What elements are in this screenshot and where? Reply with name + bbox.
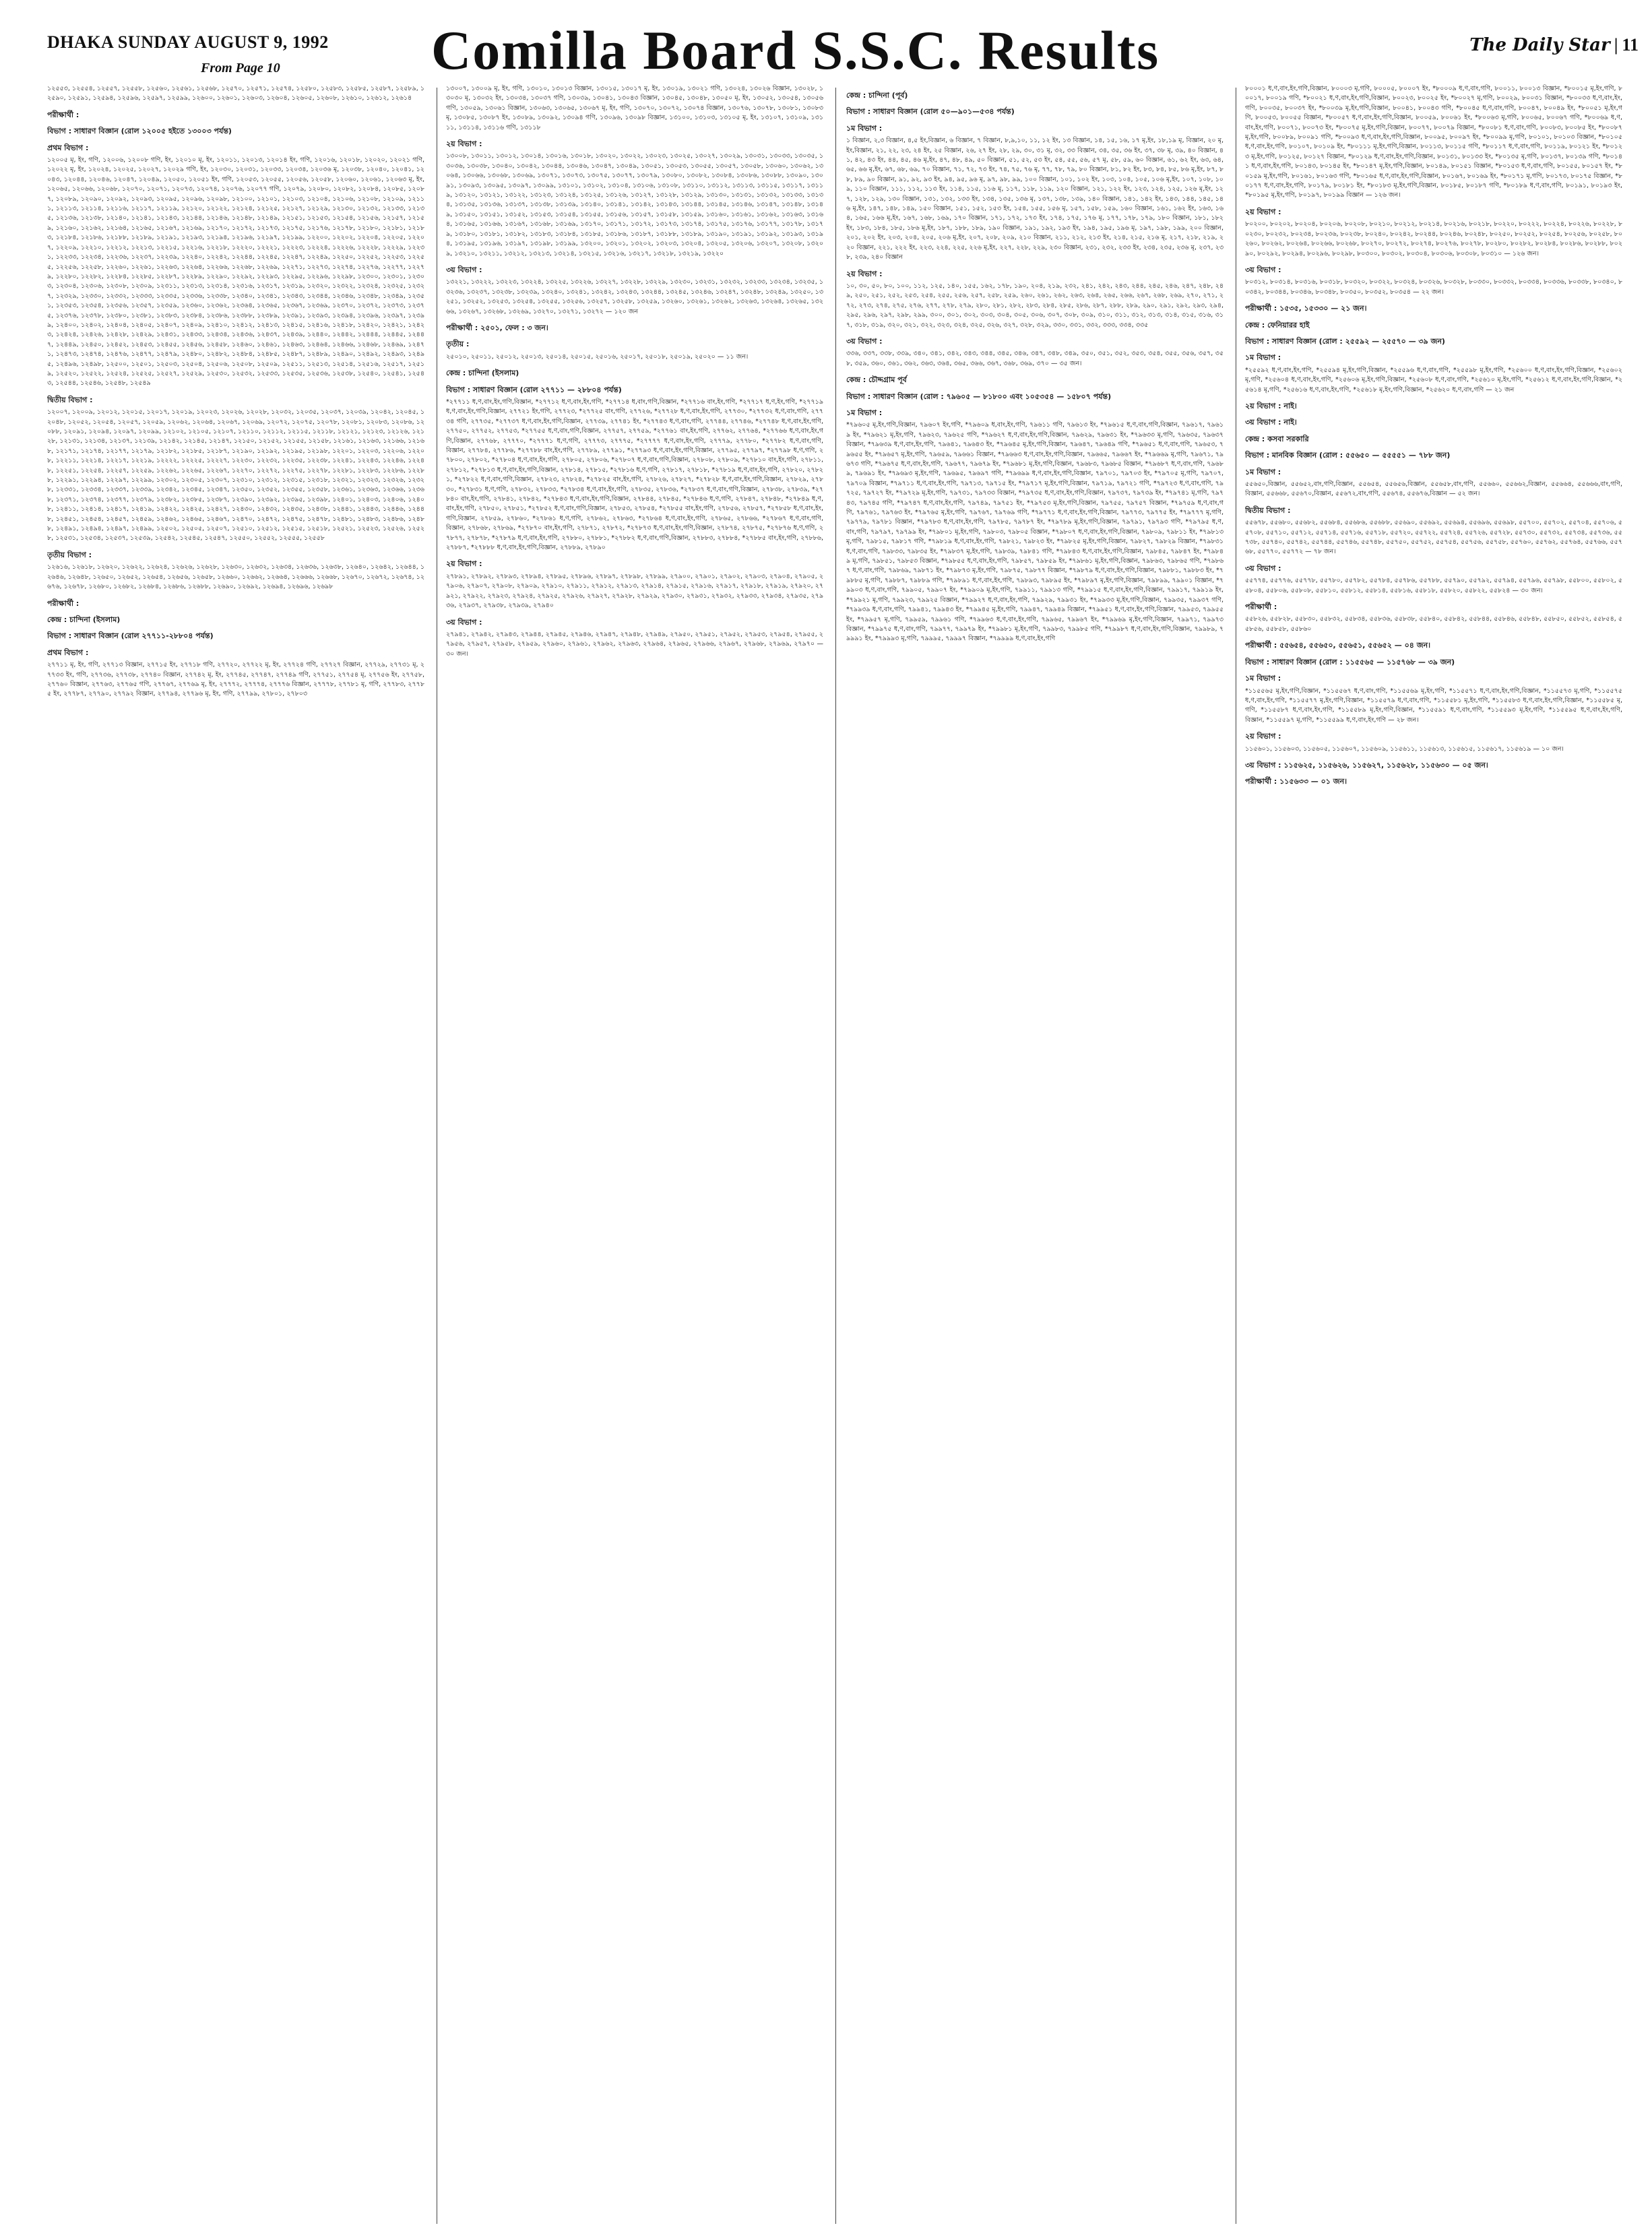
section-heading: বিভাগ : সাধারণ বিজ্ঞান (রোল : ২৫৫৯২ — ২৫৫৭০ — ৩৯ জন) — [1245, 336, 1445, 346]
roll-number-list: ১ বিজ্ঞান, ২,৩ বিজ্ঞান, ৪,৫ ইং,বিজ্ঞান, ৬ বিজ্ঞান, ৭ বিজ্ঞান, ৮,৯,১০, ১১, ১২ ইং, ১৩ বিজ্ঞান, ১৪, ১৫, ১৬, ১৭ মৃ,ইং, ১৮,১৯ মৃ, বিজ্ঞান, ২০ মৃ,ইং,বিজ্ঞান, ২১, ২২, ২৩, ২৪ ইং, ২৫ বিজ্ঞান, ২৬, ২৭ ইং, ২৮, ২৯, ৩০, ৩১ মৃ, ৩২, ৩৩ বিজ্ঞান, ৩৪, ৩৫, ৩৬ ইং, ৩৭, ৩৮ মৃ, ৩৯, ৪০ বিজ্ঞান, ৪১, ৪২, ৪৩ ইং, ৪৪, ৪৫, ৪৬ মৃ,ইং, ৪৭, ৪৮, ৪৯, ৫০ বিজ্ঞান, ৫১, ৫২, ৫৩ ইং, ৫৪, ৫৫, ৫৬, ৫৭ মৃ, ৫৮, ৫৯, ৬০ বিজ্ঞান, ৬১, ৬২ ইং, ৬৩, ৬৪, ৬৫, ৬৬ মৃ,ইং, ৬৭, ৬৮, ৬৯, ৭০ বিজ্ঞান, ৭১, ৭২, ৭৩ ইং, ৭৪, ৭৫, ৭৬ মৃ, ৭৭, ৭৮, ৭৯, ৮০ বিজ্ঞান, ৮১, ৮২ ইং, ৮৩, ৮৪, ৮৫, ৮৬ মৃ,ইং, ৮৭, ৮৮, ৮৯, ৯০ বিজ্ঞান, ৯১, ৯২, ৯৩ ইং, ৯৪, ৯৫, ৯৬ মৃ, ৯৭, ৯৮, ৯৯, ১০০ বিজ্ঞান, ১০১, ১০২ ইং, ১০৩, ১০৪, ১০৫, ১০৬ মৃ,ইং, ১০৭, ১০৮, ১০৯, ১১০ বিজ্ঞান, ১১১, ১১২, ১১৩ ইং, ১১৪, ১১৫, ১১৬ মৃ, ১১৭, ১১৮, ১১৯, ১২০ বিজ্ঞান, ১২১, ১২২ ইং, ১২৩, ১২৪, ১২৫, ১২৬ মৃ,ইং, ১২৭, ১২৮, ১২৯, ১৩০ বিজ্ঞান, ১৩১, ১৩২, ১৩৩ ইং, ১৩৪, ১৩৫, ১৩৬ মৃ, ১৩৭, ১৩৮, ১৩৯, ১৪০ বিজ্ঞান, ১৪১, ১৪২ ইং, ১৪৩, ১৪৪, ১৪৫, ১৪৬ মৃ,ইং, ১৪৭, ১৪৮, ১৪৯, ১৫০ বিজ্ঞান, ১৫১, ১৫২, ১৫৩ ইং, ১৫৪, ১৫৫, ১৫৬ মৃ, ১৫৭, ১৫৮, ১৫৯, ১৬০ বিজ্ঞান, ১৬১, ১৬২ ইং, ১৬৩, ১৬৪, ১৬৫, ১৬৬ মৃ,ইং, ১৬৭, ১৬৮, ১৬৯, ১৭০ বিজ্ঞান, ১৭১, ১৭২, ১৭৩ ইং, ১৭৪, ১৭৫, ১৭৬ মৃ, ১৭৭, ১৭৮, ১৭৯, ১৮০ বিজ্ঞান, ১৮১, ১৮২ ইং, ১৮৩, ১৮৪, ১৮৫, ১৮৬ মৃ,ইং, ১৮৭, ১৮৮, ১৮৯, ১৯০ বিজ্ঞান, ১৯১, ১৯২, ১৯৩ ইং, ১৯৪, ১৯৫, ১৯৬ মৃ, ১৯৭, ১৯৮, ১৯৯, ২০০ বিজ্ঞান, ২০১, ২০২ ইং, ২০৩, ২০৪, ২০৫, ২০৬ মৃ,ইং, ২০৭, ২০৮, ২০৯, ২১০ বিজ্ঞান, ২১১, ২১২, ২১৩ ইং, ২১৪, ২১৫, ২১৬ মৃ, ২১৭, ২১৮, ২১৯, ২২০ বিজ্ঞান, ২২১, ২২২ ইং, ২২৩, ২২৪, ২২৫, ২২৬ মৃ,ইং, ২২৭, ২২৮, ২২৯, ২৩০ বিজ্ঞান, ২৩১, ২৩২, ২৩৩ ইং, ২৩৪, ২৩৫, ২৩৬ মৃ, ২৩৭, ২৩৮, ২৩৯, ২৪০ বিজ্ঞান — [846, 137, 1224, 261]
pipe-divider: | — [1614, 35, 1618, 55]
section-heading: ২য় বিভাগ : — [446, 559, 482, 569]
results-column-1 — [47, 84, 424, 2224]
section-heading: ২য় বিভাগ : — [1245, 732, 1281, 741]
roll-number-list: ৮০০০১ ধ,ণ,বাং,ইং,গণি,বিজ্ঞান, ৮০০০৩ মৃ,গণি, ৮০০০৫, ৮০০০৭ ইং, *৮০০০৯ ধ,ণ,বাং,গণি, ৮০০১১, ৮০০১৩ বিজ্ঞান, *৮০০১৫ মৃ,ইং,গণি, ৮০০১৭, ৮০০১৯ গণি, *৮০০২১ ধ,ণ,বাং,ইং,গণি,বিজ্ঞান, ৮০০২৩, ৮০০২৫ ইং, *৮০০২৭ মৃ,গণি, ৮০০২৯, ৮০০৩১ বিজ্ঞান, *৮০০৩৩ ধ,ণ,বাং,ইং,গণি, ৮০০৩৫, ৮০০৩৭ ইং, *৮০০৩৯ মৃ,ইং,গণি,বিজ্ঞান, ৮০০৪১, ৮০০৪৩ গণি, *৮০০৪৫ ধ,ণ,বাং,গণি, ৮০০৪৭, ৮০০৪৯ ইং, *৮০০৫১ মৃ,ইং,গণি, ৮০০৫৩, ৮০০৫৫ বিজ্ঞান, *৮০০৫৭ ধ,ণ,বাং,ইং,গণি,বিজ্ঞান, ৮০০৫৯, ৮০০৬১ ইং, *৮০০৬৩ মৃ,গণি, ৮০০৬৫, ৮০০৬৭ গণি, *৮০০৬৯ ধ,ণ,বাং,ইং,গণি, ৮০০৭১, ৮০০৭৩ ইং, *৮০০৭৫ মৃ,ইং,গণি,বিজ্ঞান, ৮০০৭৭, ৮০০৭৯ বিজ্ঞান, *৮০০৮১ ধ,ণ,বাং,গণি, ৮০০৮৩, ৮০০৮৫ ইং, *৮০০৮৭ মৃ,ইং,গণি, ৮০০৮৯, ৮০০৯১ গণি, *৮০০৯৩ ধ,ণ,বাং,ইং,গণি,বিজ্ঞান, ৮০০৯৫, ৮০০৯৭ ইং, *৮০০৯৯ মৃ,গণি, ৮০১০১, ৮০১০৩ বিজ্ঞান, *৮০১০৫ ধ,ণ,বাং,ইং,গণি, ৮০১০৭, ৮০১০৯ ইং, *৮০১১১ মৃ,ইং,গণি,বিজ্ঞান, ৮০১১৩, ৮০১১৫ গণি, *৮০১১৭ ধ,ণ,বাং,গণি, ৮০১১৯, ৮০১২১ ইং, *৮০১২৩ মৃ,ইং,গণি, ৮০১২৫, ৮০১২৭ বিজ্ঞান, *৮০১২৯ ধ,ণ,বাং,ইং,গণি,বিজ্ঞান, ৮০১৩১, ৮০১৩৩ ইং, *৮০১৩৫ মৃ,গণি, ৮০১৩৭, ৮০১৩৯ গণি, *৮০১৪১ ধ,ণ,বাং,ইং,গণি, ৮০১৪৩, ৮০১৪৫ ইং, *৮০১৪৭ মৃ,ইং,গণি,বিজ্ঞান, ৮০১৪৯, ৮০১৫১ বিজ্ঞান, *৮০১৫৩ ধ,ণ,বাং,গণি, ৮০১৫৫, ৮০১৫৭ ইং, *৮০১৫৯ মৃ,ইং,গণি, ৮০১৬১, ৮০১৬৩ গণি, *৮০১৬৫ ধ,ণ,বাং,ইং,গণি,বিজ্ঞান, ৮০১৬৭, ৮০১৬৯ ইং, *৮০১৭১ মৃ,গণি, ৮০১৭৩, ৮০১৭৫ বিজ্ঞান, *৮০১৭৭ ধ,ণ,বাং,ইং,গণি, ৮০১৭৯, ৮০১৮১ ইং, *৮০১৮৩ মৃ,ইং,গণি,বিজ্ঞান, ৮০১৮৫, ৮০১৮৭ গণি, *৮০১৮৯ ধ,ণ,বাং,গণি, ৮০১৯১, ৮০১৯৩ ইং, *৮০১৯৫ মৃ,ইং,গণি, ৮০১৯৭, ৮০১৯৯ বিজ্ঞান — ১২৬ জন। — [1245, 85, 1622, 199]
section-heading: পরীক্ষার্থী : — [47, 110, 80, 119]
section-heading: ৩য় বিভাগ : — [1245, 563, 1281, 573]
section-heading: পরীক্ষার্থী : ২৫০১, ফেল : ৩ জন। — [446, 323, 548, 332]
section-heading: প্রথম বিভাগ : — [47, 143, 89, 152]
roll-number-list: ১২৫৫৩, ১২৫৫৪, ১২৫৫৭, ১২৫৫৮, ১২৫৬০, ১২৫৬১, ১২৫৬৮, ১২৫৭০, ১২৫৭১, ১২৫৭৪, ১২৫৮০, ১২৫৮৩, ১২৫৮৫, ১২৫৮৭, ১২৫৮৯, ১২৫৯০, ১২৫৯১, ১২৫৯৪, ১২৫৯৬, ১২৫৯৭, ১২৫৯৯, ১২৬০০, ১২৬০১, ১২৬০৩, ১২৬০৪, ১২৬০৫, ১২৬০৮, ১২৬১০, ১২৬১২, ১২৬১৪ — [47, 85, 424, 102]
section-heading: কেন্দ্র : ফেনিয়ারর হাই — [1245, 320, 1310, 330]
section-heading: ৩য় বিভাগ : ১১৫৬২৫, ১১৫৬২৬, ১১৫৬২৭, ১১৫৬২৮, ১১৫৬৩০ — ০৫ জন। — [1245, 760, 1488, 770]
section-heading: ৩য় বিভাগ : — [1245, 265, 1281, 274]
roll-number-list: *৭৯৬০৫ মৃ,ইং,গণি,বিজ্ঞান, ৭৯৬০৭ ইং,গণি, *৭৯৬০৯ ধ,বাং,ইং,গণি, ৭৯৬১১ গণি, ৭৯৬১৩ ইং, *৭৯৬১৫ ধ,ণ,বাং,গণি,বিজ্ঞান, ৭৯৬১৭, ৭৯৬১৯ ইং, *৭৯৬২১ মৃ,ইং,গণি, ৭৯৬২৩, ৭৯৬২৫ গণি, *৭৯৬২৭ ধ,ণ,বাং,ইং,গণি,বিজ্ঞান, ৭৯৬২৯, ৭৯৬৩১ ইং, *৭৯৬৩৩ মৃ,গণি, ৭৯৬৩৫, ৭৯৬৩৭ বিজ্ঞান, *৭৯৬৩৯ ধ,ণ,বাং,ইং,গণি, ৭৯৬৪১, ৭৯৬৪৩ ইং, *৭৯৬৪৫ মৃ,ইং,গণি,বিজ্ঞান, ৭৯৬৪৭, ৭৯৬৪৯ গণি, *৭৯৬৫১ ধ,ণ,বাং,গণি, ৭৯৬৫৩, ৭৯৬৫৫ ইং, *৭৯৬৫৭ মৃ,ইং,গণি, ৭৯৬৫৯, ৭৯৬৬১ বিজ্ঞান, *৭৯৬৬৩ ধ,ণ,বাং,ইং,গণি,বিজ্ঞান, ৭৯৬৬৫, ৭৯৬৬৭ ইং, *৭৯৬৬৯ মৃ,গণি, ৭৯৬৭১, ৭৯৬৭৩ গণি, *৭৯৬৭৫ ধ,ণ,বাং,ইং,গণি, ৭৯৬৭৭, ৭৯৬৭৯ ইং, *৭৯৬৮১ মৃ,ইং,গণি,বিজ্ঞান, ৭৯৬৮৩, ৭৯৬৮৫ বিজ্ঞান, *৭৯৬৮৭ ধ,ণ,বাং,গণি, ৭৯৬৮৯, ৭৯৬৯১ ইং, *৭৯৬৯৩ মৃ,ইং,গণি, ৭৯৬৯৫, ৭৯৬৯৭ গণি, *৭৯৬৯৯ ধ,ণ,বাং,ইং,গণি,বিজ্ঞান, ৭৯৭০১, ৭৯৭০৩ ইং, *৭৯৭০৫ মৃ,গণি, ৭৯৭০৭, ৭৯৭০৯ বিজ্ঞান, *৭৯৭১১ ধ,ণ,বাং,ইং,গণি, ৭৯৭১৩, ৭৯৭১৫ ইং, *৭৯৭১৭ মৃ,ইং,গণি,বিজ্ঞান, ৭৯৭১৯, ৭৯৭২১ গণি, *৭৯৭২৩ ধ,ণ,বাং,গণি, ৭৯৭২৫, ৭৯৭২৭ ইং, *৭৯৭২৯ মৃ,ইং,গণি, ৭৯৭৩১, ৭৯৭৩৩ বিজ্ঞান, *৭৯৭৩৫ ধ,ণ,বাং,ইং,গণি,বিজ্ঞান, ৭৯৭৩৭, ৭৯৭৩৯ ইং, *৭৯৭৪১ মৃ,গণি, ৭৯৭৪৩, ৭৯৭৪৫ গণি, *৭৯৭৪৭ ধ,ণ,বাং,ইং,গণি, ৭৯৭৪৯, ৭৯৭৫১ ইং, *৭৯৭৫৩ মৃ,ইং,গণি,বিজ্ঞান, ৭৯৭৫৫, ৭৯৭৫৭ বিজ্ঞান, *৭৯৭৫৯ ধ,ণ,বাং,গণি, ৭৯৭৬১, ৭৯৭৬৩ ইং, *৭৯৭৬৫ মৃ,ইং,গণি, ৭৯৭৬৭, ৭৯৭৬৯ গণি, *৭৯৭৭১ ধ,ণ,বাং,ইং,গণি,বিজ্ঞান, ৭৯৭৭৩, ৭৯৭৭৫ ইং, *৭৯৭৭৭ মৃ,গণি, ৭৯৭৭৯, ৭৯৭৮১ বিজ্ঞান, *৭৯৭৮৩ ধ,ণ,বাং,ইং,গণি, ৭৯৭৮৫, ৭৯৭৮৭ ইং, *৭৯৭৮৯ মৃ,ইং,গণি,বিজ্ঞান, ৭৯৭৯১, ৭৯৭৯৩ গণি, *৭৯৭৯৫ ধ,ণ,বাং,গণি, ৭৯৭৯৭, ৭৯৭৯৯ ইং, *৭৯৮০১ মৃ,ইং,গণি, ৭৯৮০৩, ৭৯৮০৫ বিজ্ঞান, *৭৯৮০৭ ধ,ণ,বাং,ইং,গণি,বিজ্ঞান, ৭৯৮০৯, ৭৯৮১১ ইং, *৭৯৮১৩ মৃ,গণি, ৭৯৮১৫, ৭৯৮১৭ গণি, *৭৯৮১৯ ধ,ণ,বাং,ইং,গণি, ৭৯৮২১, ৭৯৮২৩ ইং, *৭৯৮২৫ মৃ,ইং,গণি,বিজ্ঞান, ৭৯৮২৭, ৭৯৮২৯ বিজ্ঞান, *৭৯৮৩১ ধ,ণ,বাং,গণি, ৭৯৮৩৩, ৭৯৮৩৫ ইং, *৭৯৮৩৭ মৃ,ইং,গণি, ৭৯৮৩৯, ৭৯৮৪১ গণি, *৭৯৮৪৩ ধ,ণ,বাং,ইং,গণি,বিজ্ঞান, ৭৯৮৪৫, ৭৯৮৪৭ ইং, *৭৯৮৪৯ মৃ,গণি, ৭৯৮৫১, ৭৯৮৫৩ বিজ্ঞান, *৭৯৮৫৫ ধ,ণ,বাং,ইং,গণি, ৭৯৮৫৭, ৭৯৮৫৯ ইং, *৭৯৮৬১ মৃ,ইং,গণি,বিজ্ঞান, ৭৯৮৬৩, ৭৯৮৬৫ গণি, *৭৯৮৬৭ ধ,ণ,বাং,গণি, ৭৯৮৬৯, ৭৯৮৭১ ইং, *৭৯৮৭৩ মৃ,ইং,গণি, ৭৯৮৭৫, ৭৯৮৭৭ বিজ্ঞান, *৭৯৮৭৯ ধ,ণ,বাং,ইং,গণি,বিজ্ঞান, ৭৯৮৮১, ৭৯৮৮৩ ইং, *৭৯৮৮৫ মৃ,গণি, ৭৯৮৮৭, ৭৯৮৮৯ গণি, *৭৯৮৯১ ধ,ণ,বাং,ইং,গণি, ৭৯৮৯৩, ৭৯৮৯৫ ইং, *৭৯৮৯৭ মৃ,ইং,গণি,বিজ্ঞান, ৭৯৮৯৯, ৭৯৯০১ বিজ্ঞান, *৭৯৯০৩ ধ,ণ,বাং,গণি, ৭৯৯০৫, ৭৯৯০৭ ইং, *৭৯৯০৯ মৃ,ইং,গণি, ৭৯৯১১, ৭৯৯১৩ গণি, *৭৯৯১৫ ধ,ণ,বাং,ইং,গণি,বিজ্ঞান, ৭৯৯১৭, ৭৯৯১৯ ইং, *৭৯৯২১ মৃ,গণি, ৭৯৯২৩, ৭৯৯২৫ বিজ্ঞান, *৭৯৯২৭ ধ,ণ,বাং,ইং,গণি, ৭৯৯২৯, ৭৯৯৩১ ইং, *৭৯৯৩৩ মৃ,ইং,গণি,বিজ্ঞান, ৭৯৯৩৫, ৭৯৯৩৭ গণি, *৭৯৯৩৯ ধ,ণ,বাং,গণি, ৭৯৯৪১, ৭৯৯৪৩ ইং, *৭৯৯৪৫ মৃ,ইং,গণি, ৭৯৯৪৭, ৭৯৯৪৯ বিজ্ঞান, *৭৯৯৫১ ধ,ণ,বাং,ইং,গণি,বিজ্ঞান, ৭৯৯৫৩, ৭৯৯৫৫ ইং, *৭৯৯৫৭ মৃ,গণি, ৭৯৯৫৯, ৭৯৯৬১ গণি, *৭৯৯৬৩ ধ,ণ,বাং,ইং,গণি, ৭৯৯৬৫, ৭৯৯৬৭ ইং, *৭৯৯৬৯ মৃ,ইং,গণি,বিজ্ঞান, ৭৯৯৭১, ৭৯৯৭৩ বিজ্ঞান, *৭৯৯৭৫ ধ,ণ,বাং,গণি, ৭৯৯৭৭, ৭৯৯৭৯ ইং, *৭৯৯৮১ মৃ,ইং,গণি, ৭৯৯৮৩, ৭৯৯৮৫ গণি, *৭৯৯৮৭ ধ,ণ,বাং,ইং,গণি,বিজ্ঞান, ৭৯৯৮৯, ৭৯৯৯১ ইং, *৭৯৯৯৩ মৃ,গণি, ৭৯৯৯৫, ৭৯৯৯৭ বিজ্ঞান, *৭৯৯৯৯ ধ,ণ,বাং,ইং,গণি — [846, 421, 1224, 643]
section-heading: কেন্দ্র : চান্দিনা (ইসলাম) — [446, 369, 519, 378]
section-heading: প্রথম বিভাগ : — [47, 648, 89, 657]
paper-name: The Daily Star — [1469, 35, 1610, 55]
results-column-3 — [846, 84, 1224, 2224]
roll-number-list: ১২৬১৬, ১২৬১৮, ১২৬২০, ১২৬২২, ১২৬২৪, ১২৬২৬, ১২৬২৮, ১২৬৩০, ১২৬৩২, ১২৬৩৪, ১২৬৩৬, ১২৬৩৮, ১২৬৪০, ১২৬৪২, ১২৬৪৪, ১২৬৪৬, ১২৬৪৮, ১২৬৫০, ১২৬৫২, ১২৬৫৪, ১২৬৫৬, ১২৬৫৮, ১২৬৬০, ১২৬৬২, ১২৬৬৪, ১২৬৬৬, ১২৬৬৮, ১২৬৭০, ১২৬৭২, ১২৬৭৪, ১২৬৭৬, ১২৬৭৮, ১২৬৮০, ১২৬৮২, ১২৬৮৪, ১২৬৮৬, ১২৬৮৮, ১২৬৯০, ১২৬৯২, ১২৬৯৪, ১২৬৯৬, ১২৬৯৮ — [47, 563, 424, 591]
section-heading: দ্বিতীয় বিভাগ : — [1245, 505, 1291, 515]
section-heading: ৩য় বিভাগ : — [446, 265, 482, 274]
section-heading: ৩য় বিভাগ : নাই। — [1245, 418, 1297, 427]
section-heading: কেন্দ্র : কসবা সরকারি — [1245, 434, 1309, 443]
roll-number-list: *২৫৫৯২ ধ,ণ,বাং,ইং,গণি, *২৫৫৯৪ মৃ,ইং,গণি,বিজ্ঞান, *২৫৫৯৬ ধ,ণ,বাং,গণি, *২৫৫৯৮ মৃ,ইং,গণি, *২৫৬০০ ধ,ণ,বাং,ইং,গণি,বিজ্ঞান, *২৫৬০২ মৃ,গণি, *২৫৬০৪ ধ,ণ,বাং,ইং,গণি, *২৫৬০৬ মৃ,ইং,গণি,বিজ্ঞান, *২৫৬০৮ ধ,ণ,বাং,গণি, *২৫৬১০ মৃ,ইং,গণি, *২৫৬১২ ধ,ণ,বাং,ইং,গণি,বিজ্ঞান, *২৫৬১৪ মৃ,গণি, *২৫৬১৬ ধ,ণ,বাং,ইং,গণি, *২৫৬১৮ মৃ,ইং,গণি,বিজ্ঞান, *২৫৬২০ ধ,ণ,বাং,গণি — ২১ জন — [1245, 366, 1622, 394]
results-columns — [40, 84, 1639, 2227]
roll-number-list: ১২০০৫ মৃ, ইং, গণি, ১২০০৬, ১২০০৮ গণি, ইং, ১২০১০ মৃ, ইং, ১২০১১, ১২০১৩, ১২০১৪ ইং, গণি, ১২০১৬, ১২০১৮, ১২০২০, ১২০২১ গণি, ১২০২২ মৃ, ইং, ১২০২৪, ১২০২৫, ১২০২৭, ১২০২৯ গণি, ইং, ১২০৩০, ১২০৩১, ১২০৩৩, ১২০৩৪, ১২০৩৬ মৃ, ১২০৩৮, ১২০৪০, ১২০৪১, ১২০৪৩, ১২০৪৪, ১২০৪৬, ১২০৪৭, ১২০৪৯, ১২০৫০, ১২০৫১ ইং, গণি, ১২০৫৩, ১২০৫৫, ১২০৫৬, ১২০৫৮, ১২০৬০, ১২০৬১, ১২০৬৩ মৃ, ইং, ১২০৬৫, ১২০৬৬, ১২০৬৮, ১২০৭০, ১২০৭১, ১২০৭৩, ১২০৭৪, ১২০৭৬, ১২০৭৭ গণি, ১২০৭৯, ১২০৮০, ১২০৮২, ১২০৮৪, ১২০৮৫, ১২০৮৭, ১২০৮৯, ১২০৯০, ১২০৯২, ১২০৯৩, ১২০৯৫, ১২০৯৬, ১২০৯৮, ১২১০০, ১২১০১, ১২১০৩, ১২১০৪, ১২১০৬, ১২১০৮, ১২১০৯, ১২১১১, ১২১১৩, ১২১১৪, ১২১১৬, ১২১১৭, ১২১১৯, ১২১২০, ১২১২২, ১২১২৪, ১২১২৫, ১২১২৭, ১২১২৯, ১২১৩০, ১২১৩২, ১২১৩৩, ১২১৩৫, ১২১৩৬, ১২১৩৮, ১২১৪০, ১২১৪১, ১২১৪৩, ১২১৪৪, ১২১৪৬, ১২১৪৮, ১২১৪৯, ১২১৫১, ১২১৫৩, ১২১৫৪, ১২১৫৬, ১২১৫৭, ১২১৫৯, ১২১৬০, ১২১৬২, ১২১৬৪, ১২১৬৫, ১২১৬৭, ১২১৬৯, ১২১৭০, ১২১৭২, ১২১৭৩, ১২১৭৫, ১২১৭৬, ১২১৭৮, ১২১৮০, ১২১৮১, ১২১৮৩, ১২১৮৪, ১২১৮৬, ১২১৮৮, ১২১৮৯, ১২১৯১, ১২১৯৩, ১২১৯৪, ১২১৯৬, ১২১৯৭, ১২১৯৯, ১২২০০, ১২২০২, ১২২০৪, ১২২০৫, ১২২০৭, ১২২০৯, ১২২১০, ১২২১২, ১২২১৩, ১২২১৫, ১২২১৬, ১২২১৮, ১২২২০, ১২২২১, ১২২২৩, ১২২২৪, ১২২২৬, ১২২২৮, ১২২২৯, ১২২৩১, ১২২৩৩, ১২২৩৪, ১২২৩৬, ১২২৩৭, ১২২৩৯, ১২২৪০, ১২২৪২, ১২২৪৪, ১২২৪৫, ১২২৪৭, ১২২৪৯, ১২২৫০, ১২২৫২, ১২২৫৩, ১২২৫৫, ১২২৫৬, ১২২৫৮, ১২২৬০, ১২২৬১, ১২২৬৩, ১২২৬৪, ১২২৬৬, ১২২৬৮, ১২২৬৯, ১২২৭১, ১২২৭৩, ১২২৭৪, ১২২৭৬, ১২২৭৭, ১২২৭৯, ১২২৮০, ১২২৮২, ১২২৮৪, ১২২৮৫, ১২২৮৭, ১২২৮৯, ১২২৯০, ১২২৯২, ১২২৯৩, ১২২৯৫, ১২২৯৬, ১২২৯৮, ১২৩০০, ১২৩০১, ১২৩০৩, ১২৩০৪, ১২৩০৬, ১২৩০৮, ১২৩০৯, ১২৩১১, ১২৩১৩, ১২৩১৪, ১২৩১৬, ১২৩১৭, ১২৩১৯, ১২৩২০, ১২৩২২, ১২৩২৪, ১২৩২৫, ১২৩২৭, ১২৩২৯, ১২৩৩০, ১২৩৩২, ১২৩৩৩, ১২৩৩৫, ১২৩৩৬, ১২৩৩৮, ১২৩৪০, ১২৩৪১, ১২৩৪৩, ১২৩৪৪, ১২৩৪৬, ১২৩৪৮, ১২৩৪৯, ১২৩৫১, ১২৩৫৩, ১২৩৫৪, ১২৩৫৬, ১২৩৫৭, ১২৩৫৯, ১২৩৬০, ১২৩৬২, ১২৩৬৪, ১২৩৬৫, ১২৩৬৭, ১২৩৬৯, ১২৩৭০, ১২৩৭২, ১২৩৭৩, ১২৩৭৫, ১২৩৭৬, ১২৩৭৮, ১২৩৮০, ১২৩৮১, ১২৩৮৩, ১২৩৮৪, ১২৩৮৬, ১২৩৮৮, ১২৩৮৯, ১২৩৯১, ১২৩৯৩, ১২৩৯৪, ১২৩৯৬, ১২৩৯৭, ১২৩৯৯, ১২৪০০, ১২৪০২, ১২৪০৪, ১২৪০৫, ১২৪০৭, ১২৪০৯, ১২৪১০, ১২৪১২, ১২৪১৩, ১২৪১৫, ১২৪১৬, ১২৪১৮, ১২৪২০, ১২৪২১, ১২৪২৩, ১২৪২৪, ১২৪২৬, ১২৪২৮, ১২৪২৯, ১২৪৩১, ১২৪৩৩, ১২৪৩৪, ১২৪৩৬, ১২৪৩৭, ১২৪৩৯, ১২৪৪০, ১২৪৪২, ১২৪৪৪, ১২৪৪৫, ১২৪৪৭, ১২৪৪৯, ১২৪৫০, ১২৪৫২, ১২৪৫৩, ১২৪৫৫, ১২৪৫৬, ১২৪৫৮, ১২৪৬০, ১২৪৬১, ১২৪৬৩, ১২৪৬৪, ১২৪৬৬, ১২৪৬৮, ১২৪৬৯, ১২৪৭১, ১২৪৭৩, ১২৪৭৪, ১২৪৭৬, ১২৪৭৭, ১২৪৭৯, ১২৪৮০, ১২৪৮২, ১২৪৮৪, ১২৪৮৫, ১২৪৮৭, ১২৪৮৯, ১২৪৯০, ১২৪৯২, ১২৪৯৩, ১২৪৯৫, ১২৪৯৬, ১২৪৯৮, ১২৫০০, ১২৫০১, ১২৫০৩, ১২৫০৪, ১২৫০৬, ১২৫০৮, ১২৫০৯, ১২৫১১, ১২৫১৩, ১২৫১৪, ১২৫১৬, ১২৫১৭, ১২৫১৯, ১২৫২০, ১২৫২২, ১২৫২৪, ১২৫২৫, ১২৫২৭, ১২৫২৯, ১২৫৩০, ১২৫৩২, ১২৫৩৩, ১২৫৩৫, ১২৫৩৬, ১২৫৩৮, ১২৫৪০, ১২৫৪১, ১২৫৪৩, ১২৫৪৪, ১২৫৪৬, ১২৫৪৮, ১২৫৪৯ — [47, 156, 424, 387]
section-heading: বিভাগ : সাধারণ বিজ্ঞান (রোল ২৭৭১১ — ২৮৮০৪ পর্যন্ত) — [446, 385, 622, 394]
roll-number-list: ২৭৯৪১, ২৭৯৪২, ২৭৯৪৩, ২৭৯৪৪, ২৭৯৪৫, ২৭৯৪৬, ২৭৯৪৭, ২৭৯৪৮, ২৭৯৪৯, ২৭৯৫০, ২৭৯৫১, ২৭৯৫২, ২৭৯৫৩, ২৭৯৫৪, ২৭৯৫৫, ২৭৯৫৬, ২৭৯৫৭, ২৭৯৫৮, ২৭৯৫৯, ২৭৯৬০, ২৭৯৬১, ২৭৯৬২, ২৭৯৬৩, ২৭৯৬৪, ২৭৯৬৫, ২৭৯৬৬, ২৭৯৬৭, ২৭৯৬৮, ২৭৯৬৯, ২৭৯৭০ — ৩০ জন। — [446, 630, 823, 658]
section-heading: বিভাগ : সাধারণ বিজ্ঞান (রোল ২৭৭১১-২৮৮০৪ পর্যন্ত) — [47, 631, 214, 641]
section-heading: পরীক্ষার্থী : — [47, 598, 80, 608]
section-heading: বিভাগ : সাধারণ বিজ্ঞান (রোল ১২০০৫ হইতে ১৩০০৩ পর্যন্ত) — [47, 127, 232, 136]
roll-number-list: *২৭৭১১ ধ,ণ,বাং,ইং,গণি,বিজ্ঞান, *২৭৭১২ ধ,ণ,বাং,ইং,গণি, *২৭৭১৪ ধ,বাং,গণি,বিজ্ঞান, *২৭৭১৬ বাং,ইং,গণি, *২৭৭১৭ ধ,ণ,ইং,গণি, *২৭৭১৯ ধ,ণ,বাং,ইং,গণি,বিজ্ঞান, ২৭৭২১ ইং,গণি, ২৭৭২৩, *২৭৭২৫ বাং,গণি, ২৭৭২৬, *২৭৭২৮ ধ,ণ,বাং,ইং,গণি, ২৭৭৩০, *২৭৭৩২ ধ,ণ,বাং,গণি, ২৭৭৩৪ গণি, ২৭৭৩৫, *২৭৭৩৭ ধ,ণ,বাং,ইং,গণি,বিজ্ঞান, ২৭৭৩৯, ২৭৭৪১ ইং, *২৭৭৪৩ ধ,ণ,বাং,গণি, ২৭৭৪৪, ২৭৭৪৬, *২৭৭৪৮ ধ,ণ,বাং,ইং,গণি, ২৭৭৫০, ২৭৭৫২, ২৭৭৫৩, *২৭৭৫৫ ধ,ণ,বাং,গণি,বিজ্ঞান, ২৭৭৫৭, ২৭৭৫৯, *২৭৭৬১ বাং,ইং,গণি, ২৭৭৬২, ২৭৭৬৪, *২৭৭৬৬ ধ,ণ,বাং,ইং,গণি,বিজ্ঞান, ২৭৭৬৮, ২৭৭৭০, *২৭৭৭১ ধ,ণ,গণি, ২৭৭৭৩, ২৭৭৭৫, *২৭৭৭৭ ধ,ণ,বাং,ইং,গণি, ২৭৭৭৯, ২৭৭৮০, *২৭৭৮২ ধ,ণ,বাং,গণি,বিজ্ঞান, ২৭৭৮৪, ২৭৭৮৬, *২৭৭৮৮ বাং,ইং,গণি, ২৭৭৮৯, ২৭৭৯১, *২৭৭৯৩ ধ,ণ,বাং,ইং,গণি,বিজ্ঞান, ২৭৭৯৫, ২৭৭৯৭, *২৭৭৯৮ ধ,ণ,গণি, ২৭৮০০, ২৭৮০২, *২৭৮০৪ ধ,ণ,বাং,ইং,গণি, ২৭৮০৫, ২৭৮০৬, *২৭৮০৭ ধ,ণ,বাং,গণি,বিজ্ঞান, ২৭৮০৮, ২৭৮০৯, *২৭৮১০ বাং,ইং,গণি, ২৭৮১১, ২৭৮১২, *২৭৮১৩ ধ,ণ,বাং,ইং,গণি,বিজ্ঞান, ২৭৮১৪, ২৭৮১৫, *২৭৮১৬ ধ,ণ,গণি, ২৭৮১৭, ২৭৮১৮, *২৭৮১৯ ধ,ণ,বাং,ইং,গণি, ২৭৮২০, ২৭৮২১, *২৭৮২২ ধ,ণ,বাং,গণি,বিজ্ঞান, ২৭৮২৩, ২৭৮২৪, *২৭৮২৫ বাং,ইং,গণি, ২৭৮২৬, ২৭৮২৭, *২৭৮২৮ ধ,ণ,বাং,ইং,গণি,বিজ্ঞান, ২৭৮২৯, ২৭৮৩০, *২৭৮৩১ ধ,ণ,গণি, ২৭৮৩২, ২৭৮৩৩, *২৭৮৩৪ ধ,ণ,বাং,ইং,গণি, ২৭৮৩৫, ২৭৮৩৬, *২৭৮৩৭ ধ,ণ,বাং,গণি,বিজ্ঞান, ২৭৮৩৮, ২৭৮৩৯, *২৭৮৪০ বাং,ইং,গণি, ২৭৮৪১, ২৭৮৪২, *২৭৮৪৩ ধ,ণ,বাং,ইং,গণি,বিজ্ঞান, ২৭৮৪৪, ২৭৮৪৫, *২৭৮৪৬ ধ,ণ,গণি, ২৭৮৪৭, ২৭৮৪৮, *২৭৮৪৯ ধ,ণ,বাং,ইং,গণি, ২৭৮৫০, ২৭৮৫১, *২৭৮৫২ ধ,ণ,বাং,গণি,বিজ্ঞান, ২৭৮৫৩, ২৭৮৫৪, *২৭৮৫৫ বাং,ইং,গণি, ২৭৮৫৬, ২৭৮৫৭, *২৭৮৫৮ ধ,ণ,বাং,ইং,গণি,বিজ্ঞান, ২৭৮৫৯, ২৭৮৬০, *২৭৮৬১ ধ,ণ,গণি, ২৭৮৬২, ২৭৮৬৩, *২৭৮৬৪ ধ,ণ,বাং,ইং,গণি, ২৭৮৬৫, ২৭৮৬৬, *২৭৮৬৭ ধ,ণ,বাং,গণি,বিজ্ঞান, ২৭৮৬৮, ২৭৮৬৯, *২৭৮৭০ বাং,ইং,গণি, ২৭৮৭১, ২৭৮৭২, *২৭৮৭৩ ধ,ণ,বাং,ইং,গণি,বিজ্ঞান, ২৭৮৭৪, ২৭৮৭৫, *২৭৮৭৬ ধ,ণ,গণি, ২৭৮৭৭, ২৭৮৭৮, *২৭৮৭৯ ধ,ণ,বাং,ইং,গণি, ২৭৮৮০, ২৭৮৮১, *২৭৮৮২ ধ,ণ,বাং,গণি,বিজ্ঞান, ২৭৮৮৩, ২৭৮৮৪, *২৭৮৮৫ বাং,ইং,গণি, ২৭৮৮৬, ২৭৮৮৭, *২৭৮৮৮ ধ,ণ,বাং,ইং,গণি,বিজ্ঞান, ২৭৮৮৯, ২৭৮৯০ — [446, 398, 823, 552]
section-heading: দ্বিতীয় বিভাগ : — [47, 395, 93, 404]
section-heading: ২য় বিভাগ : — [1245, 207, 1281, 216]
section-heading: পরীক্ষার্থী : ১১৫৬৩৩ — ০১ জন। — [1245, 777, 1347, 786]
section-heading: ১ম বিভাগ : — [1245, 467, 1281, 476]
roll-number-list: ২৭৮৯১, ২৭৮৯২, ২৭৮৯৩, ২৭৮৯৪, ২৭৮৯৫, ২৭৮৯৬, ২৭৮৯৭, ২৭৮৯৮, ২৭৮৯৯, ২৭৯০০, ২৭৯০১, ২৭৯০২, ২৭৯০৩, ২৭৯০৪, ২৭৯০৫, ২৭৯০৬, ২৭৯০৭, ২৭৯০৮, ২৭৯০৯, ২৭৯১০, ২৭৯১১, ২৭৯১২, ২৭৯১৩, ২৭৯১৪, ২৭৯১৫, ২৭৯১৬, ২৭৯১৭, ২৭৯১৮, ২৭৯১৯, ২৭৯২০, ২৭৯২১, ২৭৯২২, ২৭৯২৩, ২৭৯২৪, ২৭৯২৫, ২৭৯২৬, ২৭৯২৭, ২৭৯২৮, ২৭৯২৯, ২৭৯৩০, ২৭৯৩১, ২৭৯৩২, ২৭৯৩৩, ২৭৯৩৪, ২৭৯৩৫, ২৭৯৩৬, ২৭৯৩৭, ২৭৯৩৮, ২৭৯৩৯, ২৭৯৪০ — [446, 572, 823, 610]
section-heading: কেন্দ্র : চান্দিনা (ইসলাম) — [47, 615, 121, 624]
results-column-4 — [1245, 84, 1622, 2224]
roll-number-list: ৮০২০০, ৮০২০২, ৮০২০৪, ৮০২০৬, ৮০২০৮, ৮০২১০, ৮০২১২, ৮০২১৪, ৮০২১৬, ৮০২১৮, ৮০২২০, ৮০২২২, ৮০২২৪, ৮০২২৬, ৮০২২৮, ৮০২৩০, ৮০২৩২, ৮০২৩৪, ৮০২৩৬, ৮০২৩৮, ৮০২৪০, ৮০২৪২, ৮০২৪৪, ৮০২৪৬, ৮০২৪৮, ৮০২৫০, ৮০২৫২, ৮০২৫৪, ৮০২৫৬, ৮০২৫৮, ৮০২৬০, ৮০২৬২, ৮০২৬৪, ৮০২৬৬, ৮০২৬৮, ৮০২৭০, ৮০২৭২, ৮০২৭৪, ৮০২৭৬, ৮০২৭৮, ৮০২৮০, ৮০২৮২, ৮০২৮৪, ৮০২৮৬, ৮০২৮৮, ৮০২৯০, ৮০২৯২, ৮০২৯৪, ৮০২৯৬, ৮০২৯৮, ৮০৩০০, ৮০৩০২, ৮০৩০৪, ৮০৩০৬, ৮০৩০৮, ৮০৩১০ — ১২৬ জন। — [1245, 220, 1622, 257]
roll-number-list: ১২০০৭, ১২০০৯, ১২০১২, ১২০১৫, ১২০১৭, ১২০১৯, ১২০২৩, ১২০২৬, ১২০২৮, ১২০৩২, ১২০৩৫, ১২০৩৭, ১২০৩৯, ১২০৪২, ১২০৪৫, ১২০৪৮, ১২০৫২, ১২০৫৪, ১২০৫৭, ১২০৫৯, ১২০৬২, ১২০৬৪, ১২০৬৭, ১২০৬৯, ১২০৭২, ১২০৭৫, ১২০৭৮, ১২০৮১, ১২০৮৩, ১২০৮৬, ১২০৮৮, ১২০৯১, ১২০৯৪, ১২০৯৭, ১২০৯৯, ১২১০২, ১২১০৫, ১২১০৭, ১২১১০, ১২১১২, ১২১১৫, ১২১১৮, ১২১২১, ১২১২৩, ১২১২৬, ১২১২৮, ১২১৩১, ১২১৩৪, ১২১৩৭, ১২১৩৯, ১২১৪২, ১২১৪৫, ১২১৪৭, ১২১৫০, ১২১৫২, ১২১৫৫, ১২১৫৮, ১২১৬১, ১২১৬৩, ১২১৬৬, ১২১৬৮, ১২১৭১, ১২১৭৪, ১২১৭৭, ১২১৭৯, ১২১৮২, ১২১৮৫, ১২১৮৭, ১২১৯০, ১২১৯২, ১২১৯৫, ১২১৯৮, ১২২০১, ১২২০৩, ১২২০৬, ১২২০৮, ১২২১১, ১২২১৪, ১২২১৭, ১২২১৯, ১২২২২, ১২২২৫, ১২২২৭, ১২২৩০, ১২২৩২, ১২২৩৫, ১২২৩৮, ১২২৪১, ১২২৪৩, ১২২৪৬, ১২২৪৮, ১২২৫১, ১২২৫৪, ১২২৫৭, ১২২৫৯, ১২২৬২, ১২২৬৫, ১২২৬৭, ১২২৭০, ১২২৭২, ১২২৭৫, ১২২৭৮, ১২২৮১, ১২২৮৩, ১২২৮৬, ১২২৮৮, ১২২৯১, ১২২৯৪, ১২২৯৭, ১২২৯৯, ১২৩০২, ১২৩০৫, ১২৩০৭, ১২৩১০, ১২৩১২, ১২৩১৫, ১২৩১৮, ১২৩২১, ১২৩২৩, ১২৩২৬, ১২৩২৮, ১২৩৩১, ১২৩৩৪, ১২৩৩৭, ১২৩৩৯, ১২৩৪২, ১২৩৪৫, ১২৩৪৭, ১২৩৫০, ১২৩৫২, ১২৩৫৫, ১২৩৫৮, ১২৩৬১, ১২৩৬৩, ১২৩৬৬, ১২৩৬৮, ১২৩৭১, ১২৩৭৪, ১২৩৭৭, ১২৩৭৯, ১২৩৮২, ১২৩৮৫, ১২৩৮৭, ১২৩৯০, ১২৩৯২, ১২৩৯৫, ১২৩৯৮, ১২৪০১, ১২৪০৩, ১২৪০৬, ১২৪০৮, ১২৪১১, ১২৪১৪, ১২৪১৭, ১২৪১৯, ১২৪২২, ১২৪২৫, ১২৪২৭, ১২৪৩০, ১২৪৩২, ১২৪৩৫, ১২৪৩৮, ১২৪৪১, ১২৪৪৩, ১২৪৪৬, ১২৪৪৮, ১২৪৫১, ১২৪৫৪, ১২৪৫৭, ১২৪৫৯, ১২৪৬২, ১২৪৬৫, ১২৪৬৭, ১২৪৭০, ১২৪৭২, ১২৪৭৫, ১২৪৭৮, ১২৪৮১, ১২৪৮৩, ১২৪৮৬, ১২৪৮৮, ১২৪৯১, ১২৪৯৪, ১২৪৯৭, ১২৪৯৯, ১২৫০২, ১২৫০৫, ১২৫০৭, ১২৫১০, ১২৫১২, ১২৫১৫, ১২৫১৮, ১২৫২১, ১২৫২৩, ১২৫২৬, ১২৫২৮, ১২৫৩১, ১২৫৩৪, ১২৫৩৭, ১২৫৩৯, ১২৫৪২, ১২৫৪৫, ১২৫৪৭, ১২৫৫০, ১২৫৫২, ১২৫৫৫, ১২৫৫৮ — [47, 408, 424, 542]
section-heading: ৩য় বিভাগ : — [446, 617, 482, 627]
section-heading: তৃতীয় : — [446, 340, 470, 349]
section-heading: বিভাগ : সাধারণ বিজ্ঞান (রোল : ১১৫৫৬৫ — ১১৫৭৬৮ — ৩৯ জন) — [1245, 657, 1455, 666]
section-heading: বিভাগ : সাধারণ বিজ্ঞান (রোল : ৭৯৬০৫ — ৮১৮০০ এবং ১০৫৩৫৪ — ১৫৮০৭ পর্যন্ত) — [846, 392, 1112, 401]
section-heading: ২য় বিভাগ : — [846, 269, 883, 278]
roll-number-list: ১১৫৬০১, ১১৫৬০৩, ১১৫৬০৫, ১১৫৬০৭, ১১৫৬০৯, ১১৫৬১১, ১১৫৬১৩, ১১৫৬১৫, ১১৫৬১৭, ১১৫৬১৯ — ১০ জন। — [1245, 745, 1564, 753]
roll-number-list: ৫৫৬৫০,বিজ্ঞান, ৫৫৬৫২,বাং,গণি,বিজ্ঞান, ৫৫৬৫৪, ৫৫৬৫৬,বিজ্ঞান, ৫৫৬৫৮,বাং,গণি, ৫৫৬৬০, ৫৫৬৬২,বিজ্ঞান, ৫৫৬৬৪, ৫৫৬৬৬,বাং,গণি,বিজ্ঞান, ৫৫৬৬৮, ৫৫৬৭০,বিজ্ঞান, ৫৫৬৭২,বাং,গণি, ৫৫৬৭৪, ৫৫৬৭৬,বিজ্ঞান — ৫২ জন। — [1245, 480, 1622, 498]
from-page-label: From Page 10 — [201, 61, 280, 75]
section-heading: ১ম বিভাগ : — [1245, 353, 1281, 363]
roll-number-list: ৫৫৮২৬, ৫৫৮২৮, ৫৫৮৩০, ৫৫৮৩২, ৫৫৮৩৪, ৫৫৮৩৬, ৫৫৮৩৮, ৫৫৮৪০, ৫৫৮৪২, ৫৫৮৪৪, ৫৫৮৪৬, ৫৫৮৪৮, ৫৫৮৫০, ৫৫৮৫২, ৫৫৮৫৪, ৫৫৮৫৬, ৫৫৮৫৮, ৫৫৮৬০ — [1245, 615, 1622, 633]
section-heading: বিভাগ : মানবিক বিজ্ঞান (রোল : ৫৫৬৫০ — ৫৫৫৫১ — ৭৮৮ জন) — [1245, 451, 1451, 460]
section-heading: ১ম বিভাগ : — [1245, 674, 1281, 683]
page-number: 11 — [1622, 35, 1639, 55]
roll-number-list: ১৩০০৮, ১৩০১১, ১৩০১২, ১৩০১৪, ১৩০১৬, ১৩০১৮, ১৩০২০, ১৩০২২, ১৩০২৩, ১৩০২৫, ১৩০২৭, ১৩০২৯, ১৩০৩১, ১৩০৩৩, ১৩০৩৫, ১৩০৩৬, ১৩০৩৮, ১৩০৪০, ১৩০৪২, ১৩০৪৪, ১৩০৪৬, ১৩০৪৭, ১৩০৪৯, ১৩০৫১, ১৩০৫৩, ১৩০৫৫, ১৩০৫৭, ১৩০৫৮, ১৩০৬০, ১৩০৬২, ১৩০৬৪, ১৩০৬৬, ১৩০৬৮, ১৩০৬৯, ১৩০৭১, ১৩০৭৩, ১৩০৭৫, ১৩০৭৭, ১৩০৭৯, ১৩০৮০, ১৩০৮২, ১৩০৮৪, ১৩০৮৬, ১৩০৮৮, ১৩০৯০, ১৩০৯১, ১৩০৯৩, ১৩০৯৫, ১৩০৯৭, ১৩০৯৯, ১৩১০১, ১৩১০২, ১৩১০৪, ১৩১০৬, ১৩১০৮, ১৩১১০, ১৩১১২, ১৩১১৩, ১৩১১৫, ১৩১১৭, ১৩১১৯, ১৩১২০, ১৩১২১, ১৩১২২, ১৩১২৩, ১৩১২৪, ১৩১২৫, ১৩১২৬, ১৩১২৭, ১৩১২৮, ১৩১২৯, ১৩১৩০, ১৩১৩১, ১৩১৩২, ১৩১৩৩, ১৩১৩৪, ১৩১৩৫, ১৩১৩৬, ১৩১৩৭, ১৩১৩৮, ১৩১৩৯, ১৩১৪০, ১৩১৪১, ১৩১৪২, ১৩১৪৩, ১৩১৪৪, ১৩১৪৫, ১৩১৪৬, ১৩১৪৭, ১৩১৪৮, ১৩১৪৯, ১৩১৫০, ১৩১৫১, ১৩১৫২, ১৩১৫৩, ১৩১৫৪, ১৩১৫৫, ১৩১৫৬, ১৩১৫৭, ১৩১৫৮, ১৩১৫৯, ১৩১৬০, ১৩১৬১, ১৩১৬২, ১৩১৬৩, ১৩১৬৪, ১৩১৬৫, ১৩১৬৬, ১৩১৬৭, ১৩১৬৮, ১৩১৬৯, ১৩১৭০, ১৩১৭১, ১৩১৭২, ১৩১৭৩, ১৩১৭৪, ১৩১৭৫, ১৩১৭৬, ১৩১৭৭, ১৩১৭৮, ১৩১৭৯, ১৩১৮০, ১৩১৮১, ১৩১৮২, ১৩১৮৩, ১৩১৮৪, ১৩১৮৫, ১৩১৮৬, ১৩১৮৭, ১৩১৮৮, ১৩১৮৯, ১৩১৯০, ১৩১৯১, ১৩১৯২, ১৩১৯৩, ১৩১৯৪, ১৩১৯৫, ১৩১৯৬, ১৩১৯৭, ১৩১৯৮, ১৩১৯৯, ১৩২০০, ১৩২০১, ১৩২০২, ১৩২০৩, ১৩২০৪, ১৩২০৫, ১৩২০৬, ১৩২০৭, ১৩২০৮, ১৩২০৯, ১৩২১০, ১৩২১১, ১৩২১২, ১৩২১৩, ১৩২১৪, ১৩২১৫, ১৩২১৬, ১৩২১৭, ১৩২১৮, ১৩২১৯, ১৩২২০ — [446, 152, 823, 257]
roll-number-list: ২৭৭১১ মৃ, ইং, গণি, ২৭৭১৩ বিজ্ঞান, ২৭৭১৫ ইং, ২৭৭১৮ গণি, ২৭৭২০, ২৭৭২২ মৃ, ইং, ২৭৭২৪ গণি, ২৭৭২৭ বিজ্ঞান, ২৭৭২৯, ২৭৭৩১ মৃ, ২৭৭৩৩ ইং, গণি, ২৭৭৩৬, ২৭৭৩৮, ২৭৭৪০ বিজ্ঞান, ২৭৭৪২ মৃ, ইং, ২৭৭৪৫, ২৭৭৪৭, ২৭৭৪৯ গণি, ২৭৭৫১, ২৭৭৫৪ মৃ, ২৭৭৫৬ ইং, ২৭৭৫৮, ২৭৭৬০ বিজ্ঞান, ২৭৭৬৩, ২৭৭৬৫ গণি, ২৭৭৬৭, ২৭৭৬৯ মৃ, ইং, ২৭৭৭২, ২৭৭৭৪, ২৭৭৭৬ বিজ্ঞান, ২৭৭৭৮, ২৭৭৮১ মৃ, গণি, ২৭৭৮৩, ২৭৭৮৫ ইং, ২৭৭৮৭, ২৭৭৯০, ২৭৭৯২ বিজ্ঞান, ২৭৭৯৪, ২৭৭৯৬ মৃ, ইং, গণি, ২৭৭৯৯, ২৭৮০১, ২৭৮০৩ — [47, 661, 424, 698]
section-heading: কেন্দ্র : চৌদ্দগ্রাম পূর্ব — [846, 375, 907, 385]
section-heading: পরীক্ষার্থী : ৫৫৬৫৪, ৫৫৬৫০, ৫৫৬৫১, ৫৫৬৫২ — ০৪ জন। — [1245, 641, 1431, 650]
roll-number-list: ১৩২২১, ১৩২২২, ১৩২২৩, ১৩২২৪, ১৩২২৫, ১৩২২৬, ১৩২২৭, ১৩২২৮, ১৩২২৯, ১৩২৩০, ১৩২৩১, ১৩২৩২, ১৩২৩৩, ১৩২৩৪, ১৩২৩৫, ১৩২৩৬, ১৩২৩৭, ১৩২৩৮, ১৩২৩৯, ১৩২৪০, ১৩২৪১, ১৩২৪২, ১৩২৪৩, ১৩২৪৪, ১৩২৪৫, ১৩২৪৬, ১৩২৪৭, ১৩২৪৮, ১৩২৪৯, ১৩২৫০, ১৩২৫১, ১৩২৫২, ১৩২৫৩, ১৩২৫৪, ১৩২৫৫, ১৩২৫৬, ১৩২৫৭, ১৩২৫৮, ১৩২৫৯, ১৩২৬০, ১৩২৬১, ১৩২৬২, ১৩২৬৩, ১৩২৬৪, ১৩২৬৫, ১৩২৬৬, ১৩২৬৭, ১৩২৬৮, ১৩২৬৯, ১৩২৭০, ১৩২৭১, ১৩২৭২ — ১২০ জন — [446, 278, 823, 315]
roll-number-list: ৫৫৬৭৮, ৫৫৬৮০, ৫৫৬৮২, ৫৫৬৮৪, ৫৫৬৮৬, ৫৫৬৮৮, ৫৫৬৯০, ৫৫৬৯২, ৫৫৬৯৪, ৫৫৬৯৬, ৫৫৬৯৮, ৫৫৭০০, ৫৫৭০২, ৫৫৭০৪, ৫৫৭০৬, ৫৫৭০৮, ৫৫৭১০, ৫৫৭১২, ৫৫৭১৪, ৫৫৭১৬, ৫৫৭১৮, ৫৫৭২০, ৫৫৭২২, ৫৫৭২৪, ৫৫৭২৬, ৫৫৭২৮, ৫৫৭৩০, ৫৫৭৩২, ৫৫৭৩৪, ৫৫৭৩৬, ৫৫৭৩৮, ৫৫৭৪০, ৫৫৭৪২, ৫৫৭৪৪, ৫৫৭৪৬, ৫৫৭৪৮, ৫৫৭৫০, ৫৫৭৫২, ৫৫৭৫৪, ৫৫৭৫৬, ৫৫৭৫৮, ৫৫৭৬০, ৫৫৭৬২, ৫৫৭৬৪, ৫৫৭৬৬, ৫৫৭৬৮, ৫৫৭৭০, ৫৫৭৭২ — ৭৮ জন। — [1245, 519, 1622, 556]
section-heading: বিভাগ : সাধারণ বিজ্ঞান (রোল ৫০—৯০১—৫৩৪ পর্যন্ত) — [846, 107, 1015, 117]
results-column-2 — [446, 84, 823, 2224]
section-heading: ২য় বিভাগ : নাই। — [1245, 401, 1297, 410]
section-heading: কেন্দ্র : চান্দিনা (পূর্ব) — [846, 91, 908, 100]
roll-number-list: ১০, ৩০, ৫০, ৮০, ১০০, ১১২, ১২৫, ১৪০, ১৫৫, ১৬২, ১৭৮, ১৯০, ২০৪, ২১৯, ২৩২, ২৪১, ২৪২, ২৪৩, ২৪৪, ২৪৫, ২৪৬, ২৪৭, ২৪৮, ২৪৯, ২৫০, ২৫১, ২৫২, ২৫৩, ২৫৪, ২৫৫, ২৫৬, ২৫৭, ২৫৮, ২৫৯, ২৬০, ২৬১, ২৬২, ২৬৩, ২৬৪, ২৬৫, ২৬৬, ২৬৭, ২৬৮, ২৬৯, ২৭০, ২৭১, ২৭২, ২৭৩, ২৭৪, ২৭৫, ২৭৬, ২৭৭, ২৭৮, ২৭৯, ২৮০, ২৮১, ২৮২, ২৮৩, ২৮৪, ২৮৫, ২৮৬, ২৮৭, ২৮৮, ২৮৯, ২৯০, ২৯১, ২৯২, ২৯৩, ২৯৪, ২৯৫, ২৯৬, ২৯৭, ২৯৮, ২৯৯, ৩০০, ৩০১, ৩০২, ৩০৩, ৩০৪, ৩০৫, ৩০৬, ৩০৭, ৩০৮, ৩০৯, ৩১০, ৩১১, ৩১২, ৩১৩, ৩১৪, ৩১৫, ৩১৬, ৩১৭, ৩১৮, ৩১৯, ৩২০, ৩২১, ৩২২, ৩২৩, ৩২৪, ৩২৫, ৩২৬, ৩২৭, ৩২৮, ৩২৯, ৩৩০, ৩৩১, ৩৩২, ৩৩৩, ৩৩৪, ৩৩৫ — [846, 282, 1224, 329]
roll-number-list: ৮০৩১২, ৮০৩১৪, ৮০৩১৬, ৮০৩১৮, ৮০৩২০, ৮০৩২২, ৮০৩২৪, ৮০৩২৬, ৮০৩২৮, ৮০৩৩০, ৮০৩৩২, ৮০৩৩৪, ৮০৩৩৬, ৮০৩৩৮, ৮০৩৪০, ৮০৩৪২, ৮০৩৪৪, ৮০৩৪৬, ৮০৩৪৮, ৮০৩৫০, ৮০৩৫২, ৮০৩৫৪ — ২২ জন। — [1245, 278, 1622, 296]
roll-number-list: ২৫০১০, ২৫০১১, ২৫০১২, ২৫০১৩, ২৫০১৪, ২৫০১৫, ২৫০১৬, ২৫০১৭, ২৫০১৮, ২৫০১৯, ২৫০২০ — ১১ জন। — [446, 352, 749, 361]
dateline: DHAKA SUNDAY AUGUST 9, 1992 — [47, 32, 329, 52]
section-heading: ২য় বিভাগ : — [446, 139, 482, 149]
roll-number-list: ৩৩৬, ৩৩৭, ৩৩৮, ৩৩৯, ৩৪০, ৩৪১, ৩৪২, ৩৪৩, ৩৪৪, ৩৪৫, ৩৪৬, ৩৪৭, ৩৪৮, ৩৪৯, ৩৫০, ৩৫১, ৩৫২, ৩৫৩, ৩৫৪, ৩৫৫, ৩৫৬, ৩৫৭, ৩৫৮, ৩৫৯, ৩৬০, ৩৬১, ৩৬২, ৩৬৩, ৩৬৪, ৩৬৫, ৩৬৬, ৩৬৭, ৩৬৮, ৩৬৯, ৩৭০ — ৩৫ জন। — [846, 350, 1224, 367]
roll-number-list: *১১৫৫৬৫ মৃ,ইং,গণি,বিজ্ঞান, *১১৫৫৬৭ ধ,ণ,বাং,গণি, *১১৫৫৬৯ মৃ,ইং,গণি, *১১৫৫৭১ ধ,ণ,বাং,ইং,গণি,বিজ্ঞান, *১১৫৫৭৩ মৃ,গণি, *১১৫৫৭৫ ধ,ণ,বাং,ইং,গণি, *১১৫৫৭৭ মৃ,ইং,গণি,বিজ্ঞান, *১১৫৫৭৯ ধ,ণ,বাং,গণি, *১১৫৫৮১ মৃ,ইং,গণি, *১১৫৫৮৩ ধ,ণ,বাং,ইং,গণি,বিজ্ঞান, *১১৫৫৮৫ মৃ,গণি, *১১৫৫৮৭ ধ,ণ,বাং,ইং,গণি, *১১৫৫৮৯ মৃ,ইং,গণি,বিজ্ঞান, *১১৫৫৯১ ধ,ণ,বাং,গণি, *১১৫৫৯৩ মৃ,ইং,গণি, *১১৫৫৯৫ ধ,ণ,বাং,ইং,গণি,বিজ্ঞান, *১১৫৫৯৭ মৃ,গণি, *১১৫৫৯৯ ধ,ণ,বাং,ইং,গণি — ২৮ জন। — [1245, 687, 1622, 724]
masthead-paper-info — [1469, 35, 1639, 55]
column-rule — [835, 88, 836, 2224]
section-heading: পরীক্ষার্থী : ১৫৩৫, ১৫৩৩০ — ২১ জন। — [1245, 304, 1367, 313]
section-heading: ১ম বিভাগ : — [846, 408, 883, 417]
section-heading: পরীক্ষার্থী : — [1245, 602, 1277, 612]
roll-number-list: ৫৫৭৭৪, ৫৫৭৭৬, ৫৫৭৭৮, ৫৫৭৮০, ৫৫৭৮২, ৫৫৭৮৪, ৫৫৭৮৬, ৫৫৭৮৮, ৫৫৭৯০, ৫৫৭৯২, ৫৫৭৯৪, ৫৫৭৯৬, ৫৫৭৯৮, ৫৫৮০০, ৫৫৮০২, ৫৫৮০৪, ৫৫৮০৬, ৫৫৮০৮, ৫৫৮১০, ৫৫৮১২, ৫৫৮১৪, ৫৫৮১৬, ৫৫৮১৮, ৫৫৮২০, ৫৫৮২২, ৫৫৮২৪ — ৩০ জন। — [1245, 577, 1622, 594]
page-headline: Comilla Board S.S.C. Results — [431, 20, 1160, 81]
roll-number-list: ১৩০০৭, ১৩০০৯ মৃ, ইং, গণি, ১৩০১০, ১৩০১৩ বিজ্ঞান, ১৩০১৫, ১৩০১৭ মৃ, ইং, ১৩০১৯, ১৩০২১ গণি, ১৩০২৪, ১৩০২৬ বিজ্ঞান, ১৩০২৮, ১৩০৩০ মৃ, ১৩০৩২ ইং, ১৩০৩৪, ১৩০৩৭ গণি, ১৩০৩৯, ১৩০৪১, ১৩০৪৩ বিজ্ঞান, ১৩০৪৫, ১৩০৪৮, ১৩০৫০ মৃ, ইং, ১৩০৫২, ১৩০৫৪, ১৩০৫৬ গণি, ১৩০৫৯, ১৩০৬১ বিজ্ঞান, ১৩০৬৩, ১৩০৬৫, ১৩০৬৭ মৃ, ইং, গণি, ১৩০৭০, ১৩০৭২, ১৩০৭৪ বিজ্ঞান, ১৩০৭৬, ১৩০৭৮, ১৩০৮১, ১৩০৮৩ মৃ, ১৩০৮৫, ১৩০৮৭ ইং, ১৩০৮৯, ১৩০৯২, ১৩০৯৪ গণি, ১৩০৯৬, ১৩০৯৮ বিজ্ঞান, ১৩১০০, ১৩১০৩, ১৩১০৫ মৃ, ইং, ১৩১০৭, ১৩১০৯, ১৩১১১, ১৩১১৪, ১৩১১৬ গণি, ১৩১১৮ — [446, 85, 823, 131]
section-heading: তৃতীয় বিভাগ : — [47, 550, 92, 559]
section-heading: ১ম বিভাগ : — [846, 123, 883, 133]
section-heading: ৩য় বিভাগ : — [846, 336, 883, 346]
